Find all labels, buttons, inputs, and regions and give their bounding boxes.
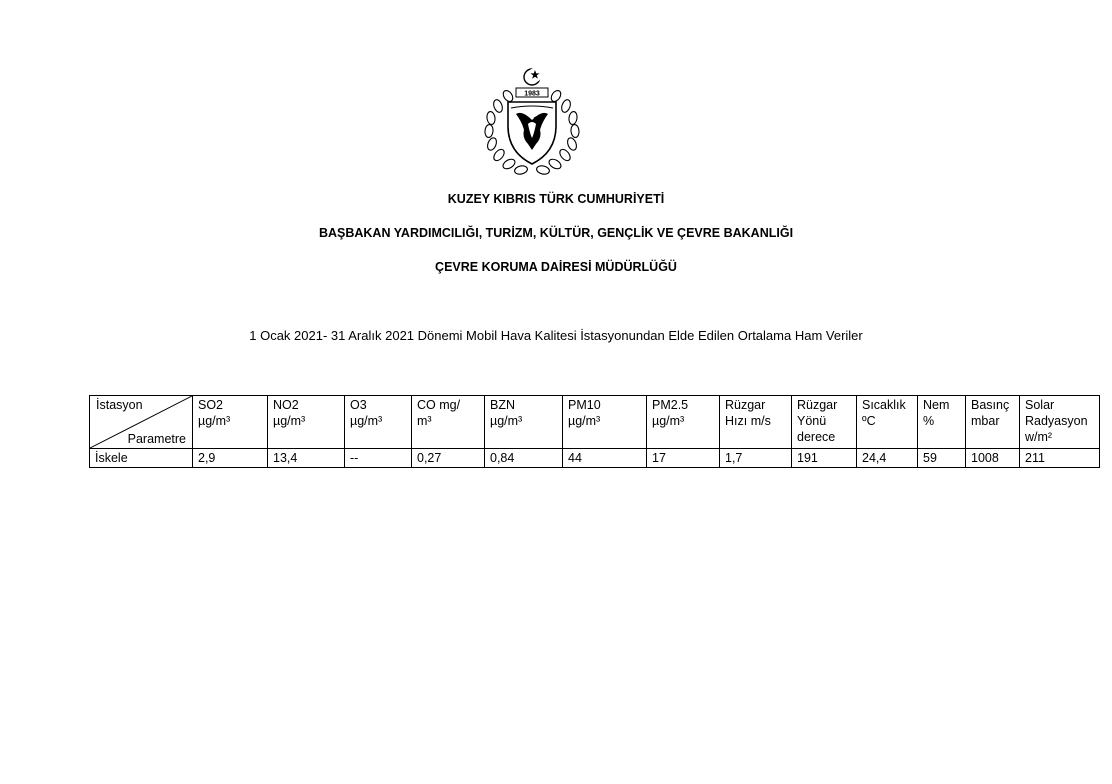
header-cell-wind-speed: Rüzgar Hızı m/s	[720, 396, 792, 449]
header-cell-pm25: PM2.5 µg/m³	[647, 396, 720, 449]
value-cell-so2: 2,9	[193, 449, 268, 468]
header-cell-pressure: Basınç mbar	[966, 396, 1020, 449]
kktc-emblem-icon	[478, 64, 586, 180]
header-cell-co: CO mg/ m³	[412, 396, 485, 449]
header-cell-no2: NO2 µg/m³	[268, 396, 345, 449]
station-cell: İskele	[90, 449, 193, 468]
table-header-row	[90, 396, 1100, 449]
value-cell-wind-direction: 191	[792, 449, 857, 468]
header-cell-solar-radiation: Solar Radyasyon w/m²	[1020, 396, 1100, 449]
value-cell-pm25: 17	[647, 449, 720, 468]
corner-label-parameter: Parametre	[127, 432, 186, 446]
heading-country: KUZEY KIBRIS TÜRK CUMHURİYETİ	[447, 192, 665, 206]
header-cell-wind-direction: Rüzgar Yönü derece	[792, 396, 857, 449]
value-cell-solar-radiation: 211	[1020, 449, 1100, 468]
value-cell-pm10: 44	[563, 449, 647, 468]
heading-ministry: BAŞBAKAN YARDIMCILIĞI, TURİZM, KÜLTÜR, GENÇLİK VE ÇEVRE BAKANLIĞI	[318, 226, 794, 240]
value-cell-o3: --	[345, 449, 412, 468]
value-cell-pressure: 1008	[966, 449, 1020, 468]
value-cell-humidity: 59	[918, 449, 966, 468]
value-cell-temperature: 24,4	[857, 449, 918, 468]
heading-department: ÇEVRE KORUMA DAİRESİ MÜDÜRLÜĞÜ	[435, 260, 677, 274]
corner-header-cell	[90, 396, 193, 449]
header-cell-pm10: PM10 µg/m³	[563, 396, 647, 449]
header-cell-bzn: BZN µg/m³	[485, 396, 563, 449]
value-cell-no2: 13,4	[268, 449, 345, 468]
value-cell-wind-speed: 1,7	[720, 449, 792, 468]
emblem-logo	[478, 64, 586, 180]
value-cell-bzn: 0,84	[485, 449, 563, 468]
emblem-year: 1983	[524, 90, 540, 98]
table-row	[90, 449, 1100, 468]
header-cell-humidity: Nem %	[918, 396, 966, 449]
document-subtitle: 1 Ocak 2021- 31 Aralık 2021 Dönemi Mobil Hava Kalitesi İstasyonundan Elde Edilen Ortalama Ham Veriler	[249, 328, 863, 343]
header-cell-temperature: Sıcaklık ºC	[857, 396, 918, 449]
corner-label-station: İstasyon	[96, 398, 143, 412]
header-cell-so2: SO2 µg/m³	[193, 396, 268, 449]
air-quality-table	[89, 395, 1100, 468]
value-cell-co: 0,27	[412, 449, 485, 468]
header-cell-o3: O3 µg/m³	[345, 396, 412, 449]
